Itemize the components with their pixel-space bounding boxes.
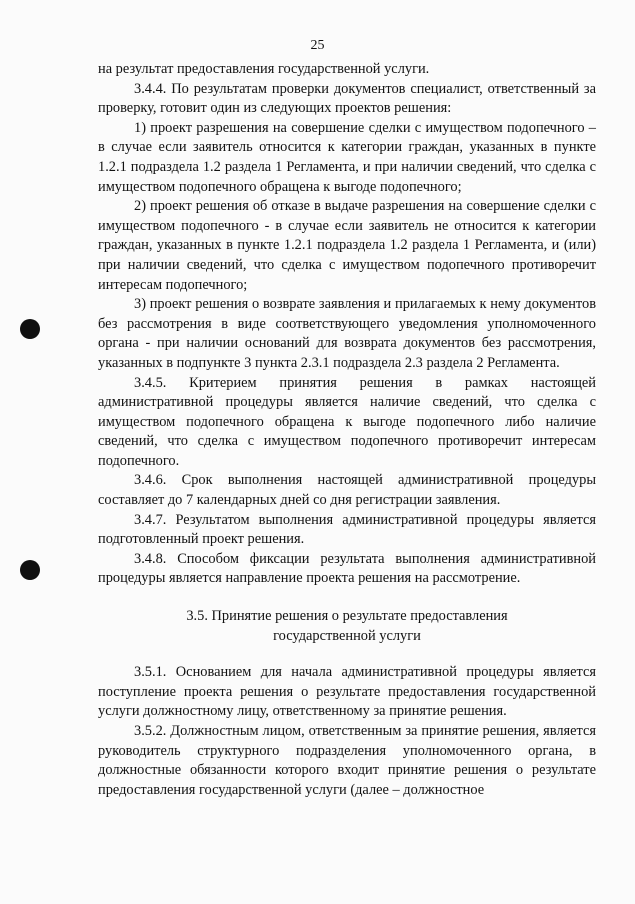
paragraph: 3.4.7. Результатом выполнения административной процедуры является подготовленный проект решения. — [98, 511, 596, 548]
list-item: 3) проект решения о возврате заявления и прилагаемых к нему документов без рассмотрения в виде соответствующего уведомления уполномоченного органа - при наличии оснований для возврата документов без рассмотрения, указанных в подпункте 3 пункта 2.3.1 подраздела 2.3 раздела 2 Регламента. — [98, 296, 596, 371]
paragraph: 3.4.6. Срок выполнения настоящей административной процедуры составляет до 7 календарных дней со дня регистрации заявления. — [98, 472, 596, 509]
punch-hole-lower — [20, 560, 40, 580]
list-item: 1) проект разрешения на совершение сделки с имуществом подопечного – в случае если заявитель относится к категории граждан, указанных в пункте 1.2.1 подраздела 1.2 раздела 1 Регламента, и при наличии сведений, что сделка с имуществом подопечного обращена к выгоде подопечного; — [98, 119, 596, 195]
paragraph: 3.5.2. Должностным лицом, ответственным за принятие решения, является руководитель структурного подразделения уполномоченного органа, в должностные обязанности которого входит принятие решения о результате предоставления государственной услуги (далее – должностное — [98, 723, 596, 798]
paragraph: 3.5.1. Основанием для начала административной процедуры является поступление проекта решения о результате предоставления государственной услуги должностному лицу, ответственному за принятие решения. — [98, 664, 596, 720]
body-text — [98, 60, 596, 800]
section-heading-line1: 3.5. Принятие решения о результате предоставления — [186, 608, 508, 625]
paragraph: 3.4.4. По результатам проверки документов специалист, ответственный за проверку, готовит один из следующих проектов решения: — [98, 80, 596, 117]
list-item: 2) проект решения об отказе в выдаче разрешения на совершение сделки с имуществом подопечного - в случае если заявитель не относится к категории граждан, указанных в пункте 1.2.1 подраздела 1.2 раздела 1 Регламента, и (или) при наличии сведений, что сделка с имуществом подопечного противоречит интересам подопечного; — [98, 198, 596, 293]
paragraph: на результат предоставления государственной услуги. — [98, 61, 430, 77]
page-number: 25 — [310, 38, 325, 53]
section-heading — [98, 607, 596, 646]
section-heading-line2: государственной услуги — [273, 627, 421, 644]
punch-hole-upper — [20, 319, 40, 339]
paragraph: 3.4.5. Критерием принятия решения в рамках настоящей административной процедуры является наличие сведений, что сделка с имуществом подопечного обращена к выгоде подопечного либо наличие сведений, что сделка с имуществом подопечного противоречит интересам подопечного. — [98, 374, 596, 469]
paragraph: 3.4.8. Способом фиксации результата выполнения административной процедуры является направление проекта решения на рассмотрение. — [98, 550, 596, 587]
